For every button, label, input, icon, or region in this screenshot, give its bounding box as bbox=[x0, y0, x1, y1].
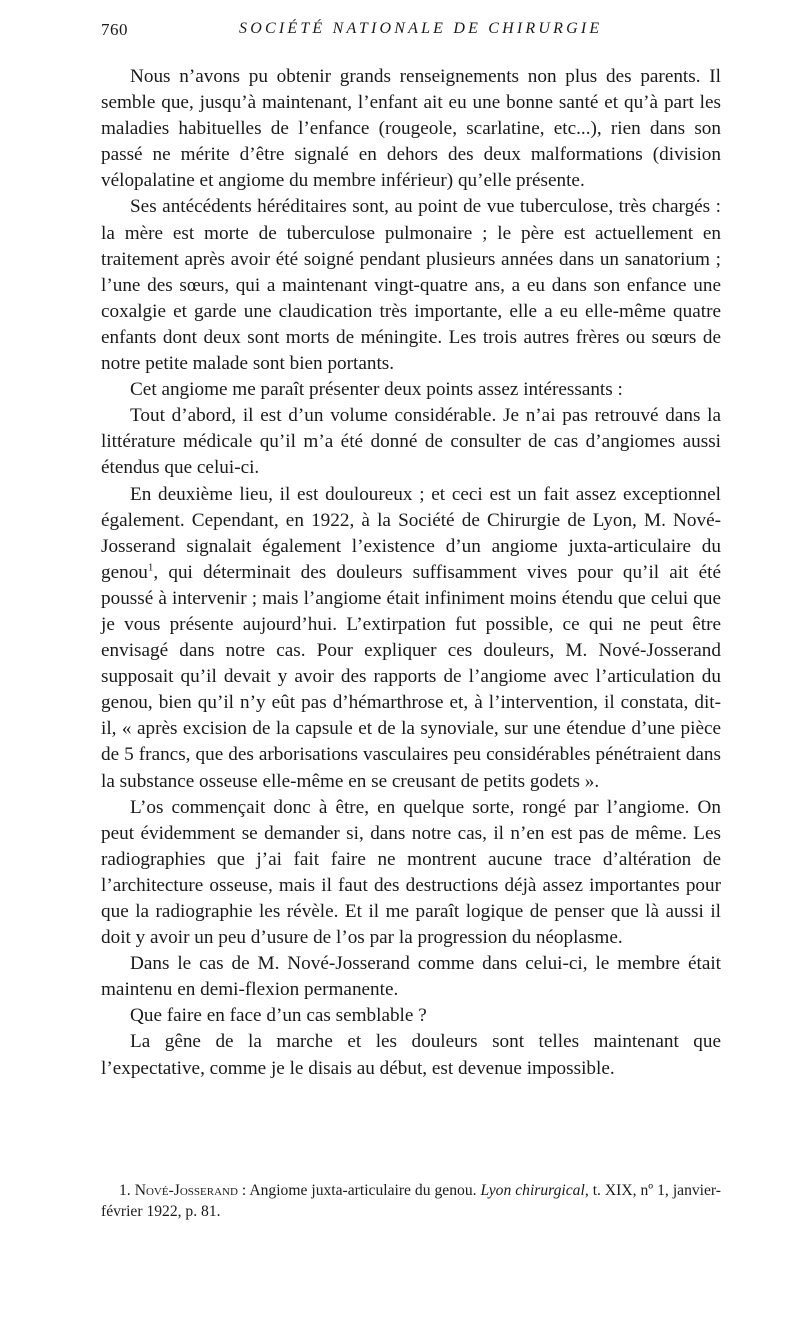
footnote-journal: Lyon chirurgical bbox=[480, 1182, 585, 1199]
paragraph-text: , qui déterminait des douleurs suffisamment vives pour qu’il ait été poussé à intervenir ; mais l’angiome était infiniment moins étendu que celui que je vous présente aujourd’hui. L’extirpation fut possible, ce qui ne peut être envisagé dans notre cas. Pour expliquer ces douleurs, M. Nové-Josserand supposait qu’il devait y avoir des rapports de l’angiome avec l’articulation du genou, bien qu’il n’y eût pas d’hémarthrose et, à l’intervention, il constata, dit-il, « après excision de la capsule et de la synoviale, sur une étendue d’une pièce de 5 francs, que des arborisations vasculaires peu considérables pénétraient dans la substance osseuse elle-même en se creusant de petits godets ». bbox=[101, 561, 721, 792]
footnote-text: : Angiome juxta-articulaire du genou. bbox=[237, 1182, 481, 1199]
footnote-reference: , t. XIX, nº 1, janvier-février 1922, p. 81. bbox=[101, 1182, 721, 1220]
paragraph: La gêne de la marche et les douleurs sont telles maintenant que l’expectative, comme je le disais au début, est devenue impossible. bbox=[101, 1031, 721, 1079]
paragraph: Dans le cas de M. Nové-Josserand comme dans celui-ci, le membre était maintenu en demi-flexion permanente. bbox=[101, 953, 721, 1001]
paragraph: Que faire en face d’un cas semblable ? bbox=[130, 1005, 427, 1027]
footnote-number: 1. bbox=[119, 1182, 131, 1199]
article-body bbox=[101, 64, 721, 1082]
footnote-marker[interactable]: 1 bbox=[147, 561, 154, 574]
footnote-author: Nové-Josserand bbox=[134, 1182, 238, 1199]
paragraph-text: En deuxième lieu, il est douloureux ; et ceci est un fait assez exceptionnel également. Cependant, en 1922, à la Société de Chirurgie de Lyon, M. Nové-Josserand signalait également l’existence d’un angiome juxta-articulaire du genou bbox=[101, 483, 721, 583]
paragraph: Tout d’abord, il est d’un volume considérable. Je n’ai pas retrouvé dans la littérature médicale qu’il m’a été donné de consulter de cas d’angiomes aussi étendus que celui-ci. bbox=[101, 405, 721, 479]
paragraph: Ses antécédents héréditaires sont, au point de vue tuberculose, très chargés : la mère est morte de tuberculose pulmonaire ; le père est actuellement en traitement après avoir été soigné pendant plusieurs années dans un sanatorium ; l’une des sœurs, qui a maintenant vingt-quatre ans, a eu dans son enfance une coxalgie et garde une claudication très importante, elle a eu elle-même quatre enfants dont deux sont morts de méningite. Les trois autres frères ou sœurs de notre petite malade sont bien portants. bbox=[101, 196, 721, 375]
paragraph-with-footnote bbox=[101, 482, 721, 795]
journal-title: SOCIÉTÉ NATIONALE DE CHIRURGIE bbox=[239, 20, 603, 37]
paragraph: Cet angiome me paraît présenter deux points assez intéressants : bbox=[130, 379, 623, 401]
paragraph: L’os commençait donc à être, en quelque sorte, rongé par l’angiome. On peut évidemment se demander si, dans notre cas, il n’en est pas de même. Les radiographies que j’ai fait faire ne montrent aucune trace d’altération de l’architecture osseuse, mais il faut des destructions déjà assez importantes pour que la radiographie les révèle. Et il me paraît logique de penser que là aussi il doit y avoir un peu d’usure de l’os par la progression du néoplasme. bbox=[101, 796, 721, 949]
footnote bbox=[101, 1180, 721, 1222]
paragraph: Nous n’avons pu obtenir grands renseignements non plus des parents. Il semble que, jusqu’à maintenant, l’enfant ait eu une bonne santé et qu’à part les maladies habituelles de l’enfance (rougeole, scarlatine, etc...), rien dans son passé ne mérite d’être signalé en dehors des deux malformations (division vélopalatine et angiome du membre inférieur) qu’elle présente. bbox=[101, 66, 721, 192]
page-number: 760 bbox=[101, 20, 128, 39]
running-header bbox=[101, 20, 721, 46]
